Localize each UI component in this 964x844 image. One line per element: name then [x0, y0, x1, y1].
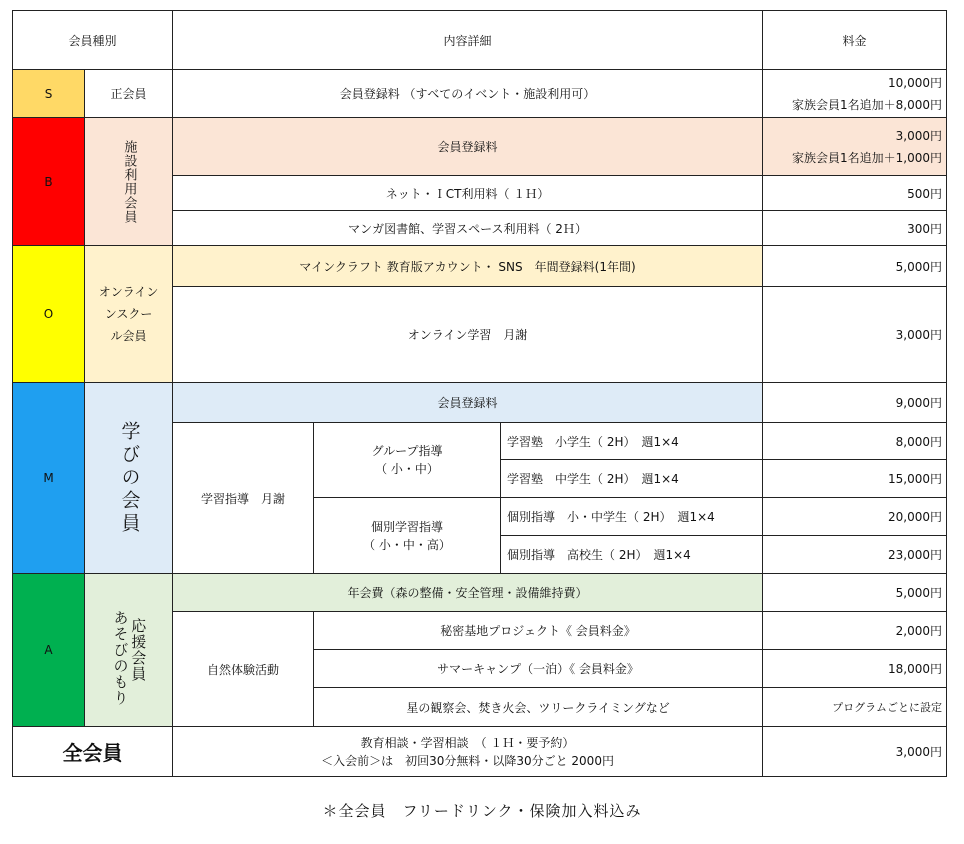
detail-m-row-2: 学習塾 中学生（ 2H） 週1×4	[501, 460, 763, 498]
price-m-row-3: 20,000円	[763, 498, 947, 536]
header-detail: 内容詳細	[173, 11, 763, 70]
detail-all-line1: 教育相談・学習相談 （ １Ｈ・要予約）	[360, 735, 575, 750]
price-s-family: 家族会員1名追加＋8,000円	[792, 97, 943, 112]
name-b-text: 施設利用会員	[121, 139, 137, 224]
footer-note: ＊全会員 フリードリンク・保険加入料込み	[322, 802, 642, 820]
header-type: 会員種別	[13, 11, 173, 70]
code-o: O	[13, 246, 85, 383]
detail-a-nature: 自然体験活動	[173, 612, 314, 727]
name-m-text: 学びの会員	[118, 420, 141, 536]
price-b-manga: 300円	[763, 211, 947, 246]
price-all: 3,000円	[763, 727, 947, 777]
code-s: S	[13, 70, 85, 118]
detail-b-net: ネット・ＩCT利用料（ １Ｈ）	[173, 176, 763, 211]
price-b-base: 3,000円	[895, 128, 943, 143]
detail-a-row-2: サマーキャンプ（一泊）《 会員料金》	[314, 650, 763, 688]
price-a-annual: 5,000円	[763, 574, 947, 612]
detail-b-manga: マンガ図書館、学習スペース利用料（ 2Ｈ）	[173, 211, 763, 246]
price-a-row-1: 2,000円	[763, 612, 947, 650]
price-b-net: 500円	[763, 176, 947, 211]
price-m-registration: 9,000円	[763, 383, 947, 423]
detail-o-minecraft: マインクラフト 教育版アカウント・ SNS 年間登録料(1年間)	[173, 246, 763, 287]
detail-m-study: 学習指導 月謝	[173, 423, 314, 574]
detail-all-line2: ＜入会前＞は 初回30分無料・以降30分ごと 2000円	[321, 753, 614, 768]
name-b	[85, 118, 173, 246]
detail-a-row-1: 秘密基地プロジェクト《 会員料金》	[314, 612, 763, 650]
price-m-row-4: 23,000円	[763, 536, 947, 574]
code-a: A	[13, 574, 85, 727]
price-m-row-1: 8,000円	[763, 423, 947, 460]
detail-m-row-3: 個別指導 小・中学生（ 2H） 週1×4	[501, 498, 763, 536]
price-s	[763, 70, 947, 118]
price-a-row-2: 18,000円	[763, 650, 947, 688]
name-m	[85, 383, 173, 574]
code-b: B	[13, 118, 85, 246]
name-all: 全会員	[13, 727, 173, 777]
price-m-row-2: 15,000円	[763, 460, 947, 498]
price-o-minecraft: 5,000円	[763, 246, 947, 287]
membership-fee-table	[12, 10, 947, 777]
header-price: 料金	[763, 11, 947, 70]
name-a-right: あそびのもり	[111, 610, 130, 706]
name-a-left: 応援会員	[129, 618, 148, 682]
price-a-row-3: プログラムごとに設定	[763, 688, 947, 727]
detail-m-row-1: 学習塾 小学生（ 2H） 週1×4	[501, 423, 763, 460]
price-s-base: 10,000円	[888, 75, 943, 90]
code-m: M	[13, 383, 85, 574]
detail-b-registration: 会員登録料	[173, 118, 763, 176]
name-s: 正会員	[85, 70, 173, 118]
detail-a-annual: 年会費（森の整備・安全管理・設備維持費）	[173, 574, 763, 612]
detail-a-row-3: 星の観察会、焚き火会、ツリークライミングなど	[314, 688, 763, 727]
detail-all	[173, 727, 763, 777]
detail-o-online: オンライン学習 月謝	[173, 287, 763, 383]
name-o: オンライン ンスクー ル会員	[85, 246, 173, 383]
detail-m-individual: 個別学習指導 （ 小・中・高）	[314, 498, 501, 574]
price-b-registration	[763, 118, 947, 176]
price-b-family: 家族会員1名追加＋1,000円	[792, 150, 943, 165]
detail-s-registration: 会員登録料 （すべてのイベント・施設利用可）	[173, 70, 763, 118]
name-a	[85, 574, 173, 727]
price-o-online: 3,000円	[763, 287, 947, 383]
detail-m-group: グループ指導 （ 小・中）	[314, 423, 501, 498]
detail-m-row-4: 個別指導 高校生（ 2H） 週1×4	[501, 536, 763, 574]
detail-m-registration: 会員登録料	[173, 383, 763, 423]
